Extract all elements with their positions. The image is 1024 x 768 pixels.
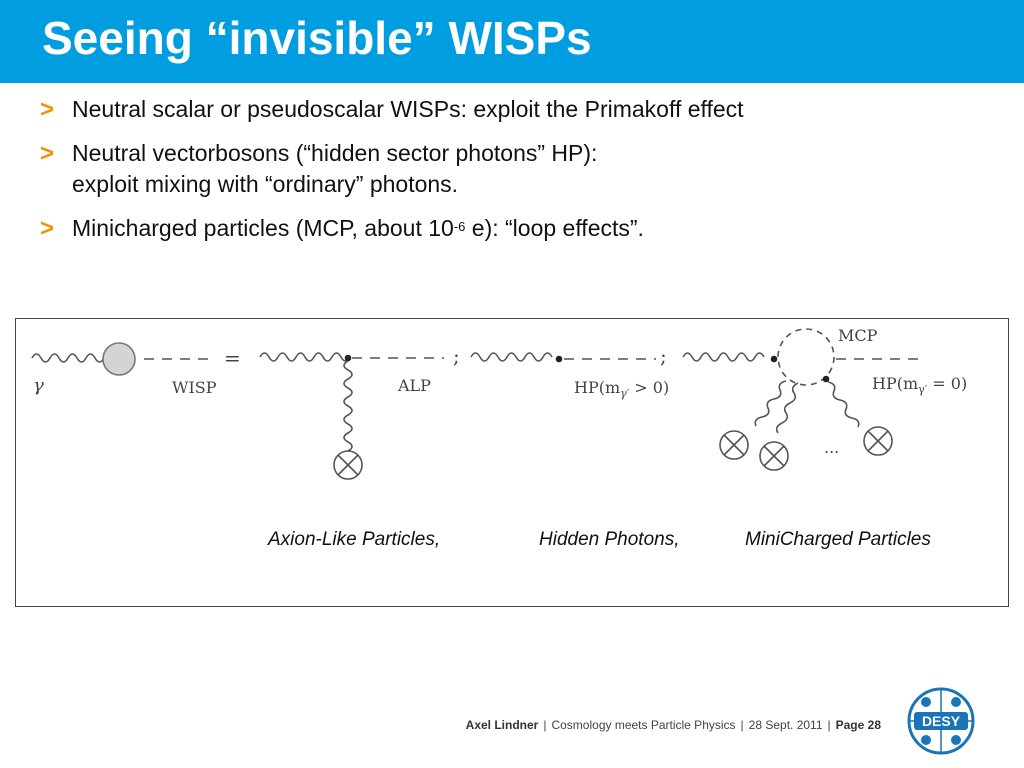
bullet-text: Minicharged particles (MCP, about 10	[72, 215, 454, 241]
logo-text: DESY	[921, 713, 961, 729]
hp-massive-label: $HP(m_{\gamma'} > 0)$	[574, 378, 670, 400]
bullet-arrow-icon: >	[40, 215, 55, 242]
ellipsis-label: ...	[824, 438, 840, 457]
bullet-text-end: e): “loop effects”.	[465, 215, 644, 241]
external-field-cross-icon	[720, 431, 748, 459]
hp-vertex	[557, 357, 562, 362]
vertex-blob	[103, 343, 135, 375]
mcp-field-line-1	[755, 381, 786, 426]
feynman-diagrams	[16, 319, 1010, 608]
external-field-cross-icon	[334, 451, 362, 479]
alp-vertex	[346, 356, 351, 361]
photon-line-2	[260, 353, 350, 361]
caption-axion-like-particles: Axion-Like Particles,	[268, 529, 441, 550]
bullet-list	[40, 94, 1000, 257]
alp-label: ALP	[398, 376, 431, 395]
caption-hidden-photons: Hidden Photons,	[539, 529, 680, 550]
alp-external-field-line	[344, 361, 352, 451]
bullet-text: Neutral vectorbosons (“hidden sector photons” HP):	[72, 140, 598, 166]
footer-author: Axel Lindner	[465, 718, 539, 732]
footer-event: Cosmology meets Particle Physics	[551, 718, 736, 732]
caption-minicharged-particles: MiniCharged Particles	[745, 529, 931, 550]
footer-page-number: Page 28	[835, 718, 881, 732]
bullet-arrow-icon: >	[40, 140, 55, 167]
bullet-item-minicharged	[40, 213, 1000, 244]
slide-title: Seeing “invisible” WISPs	[42, 12, 592, 64]
mcp-field-line-3	[828, 382, 859, 427]
photon-line-4	[683, 353, 764, 361]
mcp-vertex-left	[772, 357, 777, 362]
title-bar	[0, 0, 1024, 83]
mcp-vertex-right	[824, 377, 829, 382]
photon-line-1	[32, 354, 104, 362]
footer-separator: |	[827, 718, 831, 732]
external-field-cross-icon	[760, 442, 788, 470]
bullet-superscript: -6	[453, 219, 466, 234]
semicolon-2: ;	[660, 344, 667, 368]
slide-footer	[466, 718, 881, 732]
footer-separator: |	[543, 718, 547, 732]
bullet-text-continuation: exploit mixing with “ordinary” photons.	[72, 171, 459, 197]
feynman-diagram-box	[15, 318, 1009, 607]
footer-separator: |	[740, 718, 744, 732]
semicolon-1: ;	[453, 344, 460, 368]
external-field-cross-icon	[864, 427, 892, 455]
bullet-text: Neutral scalar or pseudoscalar WISPs: exploit the Primakoff effect	[72, 96, 744, 122]
bullet-arrow-icon: >	[40, 96, 55, 123]
footer-date: 28 Sept. 2011	[748, 718, 823, 732]
hp-massless-label: $HP(m_{\gamma'} = 0)$	[872, 374, 968, 396]
mcp-label: MCP	[838, 326, 878, 345]
gamma-label: γ	[33, 375, 44, 396]
bullet-item-hidden-photons	[40, 138, 1000, 200]
photon-line-3	[471, 353, 552, 361]
wisp-label: WISP	[172, 378, 217, 397]
bullet-item-primakoff	[40, 94, 1000, 125]
equals-sign: =	[224, 346, 241, 370]
desy-logo-icon	[906, 686, 976, 756]
